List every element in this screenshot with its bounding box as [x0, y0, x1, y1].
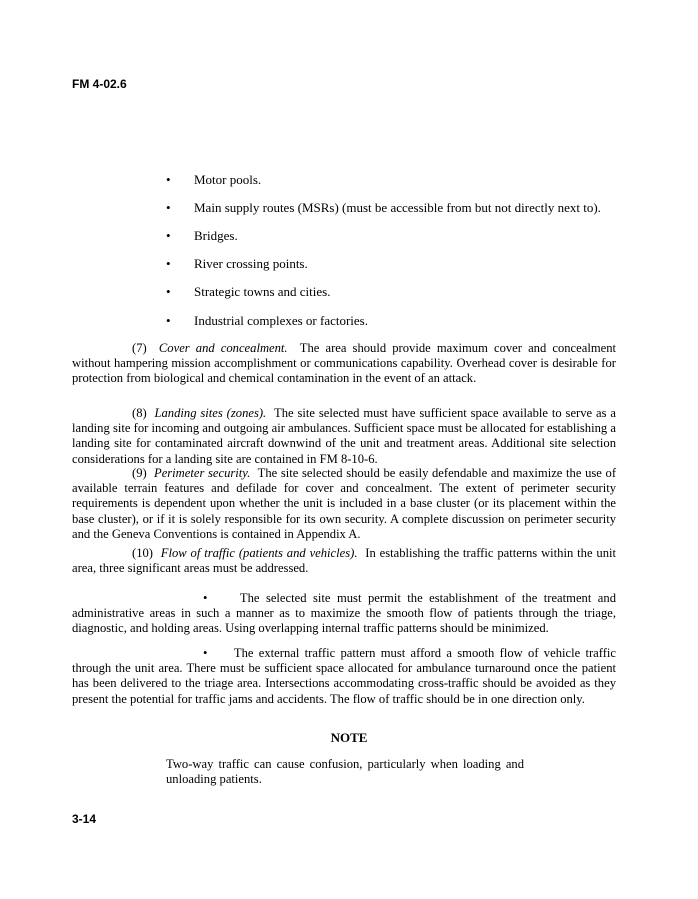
bullet-text: Motor pools.	[194, 172, 262, 187]
paragraph-body: The site selected must have sufficient space available to serve as a landing site for incoming and outgoing air ambulances. Sufficient space must be allocated for establishing a landing site for contaminated aircraft downwind of the unit and treatment areas. Additional site selection considerations for a landing site are contained in FM 8-10-6.	[72, 406, 617, 466]
bullet-text: Industrial complexes or factories.	[194, 313, 368, 328]
paragraph-body: The site selected should be easily defendable and maximize the use of available terrain features and defilade for cover and concealment. The extent of perimeter security requirements is dependent upon whether the unit is included in a base cluster (or its placement within the base cluster), or if it is solely responsible for its own security. A complete discussion on perimeter security and the Geneva Conventions is contained in Appendix A.	[72, 466, 617, 541]
sub-bullet-item	[72, 646, 616, 707]
paragraph-number: (8)	[132, 406, 147, 420]
note-heading: NOTE	[330, 730, 368, 745]
page-number: 3-14	[72, 812, 97, 826]
bullet-text: River crossing points.	[194, 256, 308, 271]
bullet-dot: •	[203, 591, 208, 605]
paragraph-flow-of-traffic	[72, 546, 616, 576]
paragraph-title: Cover and concealment.	[158, 341, 288, 355]
bullet-dot: •	[203, 646, 208, 660]
paragraph-title: Flow of traffic (patients and vehicles).	[160, 546, 358, 560]
bullet-dot: •	[166, 172, 171, 187]
bullet-dot: •	[166, 284, 171, 299]
paragraph-landing-sites	[72, 406, 616, 467]
document-id: FM 4-02.6	[72, 77, 127, 91]
bullet-dot: •	[166, 313, 171, 328]
paragraph-number: (9)	[132, 466, 147, 480]
sub-bullet-text: The external traffic pattern must afford a smooth flow of vehicle traffic through the unit area. There must be sufficient space allocated for ambulance turnaround once the patient has been delivered to the triage area. Intersections accommodating cross-traffic should be avoided as they present the potential for traffic jams and accidents. The flow of traffic should be in one direction only.	[72, 646, 617, 706]
paragraph-title: Landing sites (zones).	[154, 406, 267, 420]
bullet-text: Bridges.	[194, 228, 238, 243]
bullet-dot: •	[166, 200, 171, 215]
bullet-text: Strategic towns and cities.	[194, 284, 331, 299]
paragraph-cover-concealment	[72, 341, 616, 387]
paragraph-number: (7)	[132, 341, 147, 355]
bullet-dot: •	[166, 256, 171, 271]
paragraph-title: Perimeter security.	[154, 466, 251, 480]
paragraph-body: The area should provide maximum cover and concealment without hampering mission accomplishment or communications capability. Overhead cover is desirable for protection from biological and chemical contamination in the event of an attack.	[72, 341, 616, 386]
paragraph-body: In establishing the traffic patterns within the unit area, three significant areas must be addressed.	[72, 546, 617, 576]
sub-bullet-text: The selected site must permit the establishment of the treatment and administrative areas in such a manner as to maximize the smooth flow of patients through the triage, diagnostic, and holding areas. Using overlapping internal traffic patterns should be minimized.	[72, 591, 616, 636]
bullet-dot: •	[166, 228, 171, 243]
paragraph-number: (10)	[132, 546, 153, 560]
note-text: Two-way traffic can cause confusion, particularly when loading and unloading patients.	[166, 757, 524, 787]
bullet-text: Main supply routes (MSRs) (must be accessible from but not directly next to).	[194, 200, 601, 215]
sub-bullet-item	[72, 591, 616, 637]
paragraph-perimeter-security	[72, 466, 616, 542]
